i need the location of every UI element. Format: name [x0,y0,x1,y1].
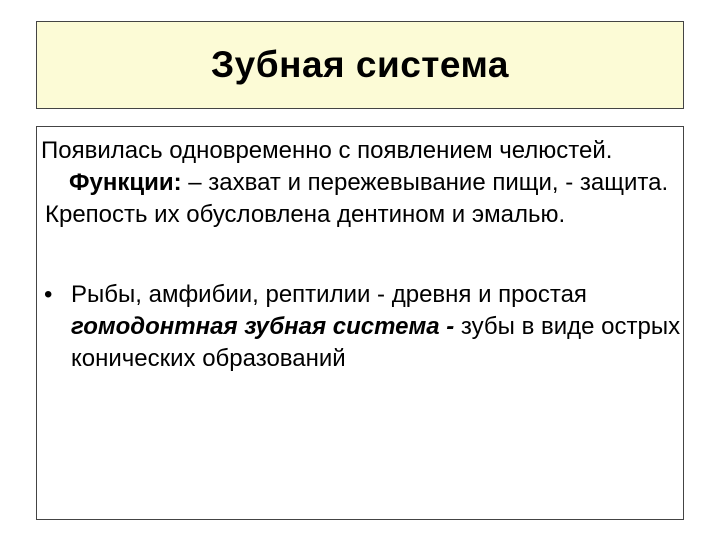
spacer [41,231,683,279]
title-box [36,21,684,109]
functions-text: – захват и пережевывание пищи, - защита. [181,169,669,196]
paragraph-origin [41,135,683,199]
bullet-marker: • [44,281,53,308]
paragraph-strength: Крепость их обусловлена дентином и эмалью. [45,201,566,228]
bullet-item [41,279,683,375]
homodont-term: гомодонтная зубная система - [71,313,455,340]
content-box [36,126,684,520]
functions-label: Функции: [69,169,182,196]
bullet-text-end: зубы в виде острых конических образований [71,313,681,372]
bullet-text: Рыбы, амфибии, рептилии - древня и простая [71,281,587,308]
paragraph-origin-text: Появилась одновременно с появлением челюстей. [41,137,613,164]
slide-title: Зубная система [211,44,509,85]
